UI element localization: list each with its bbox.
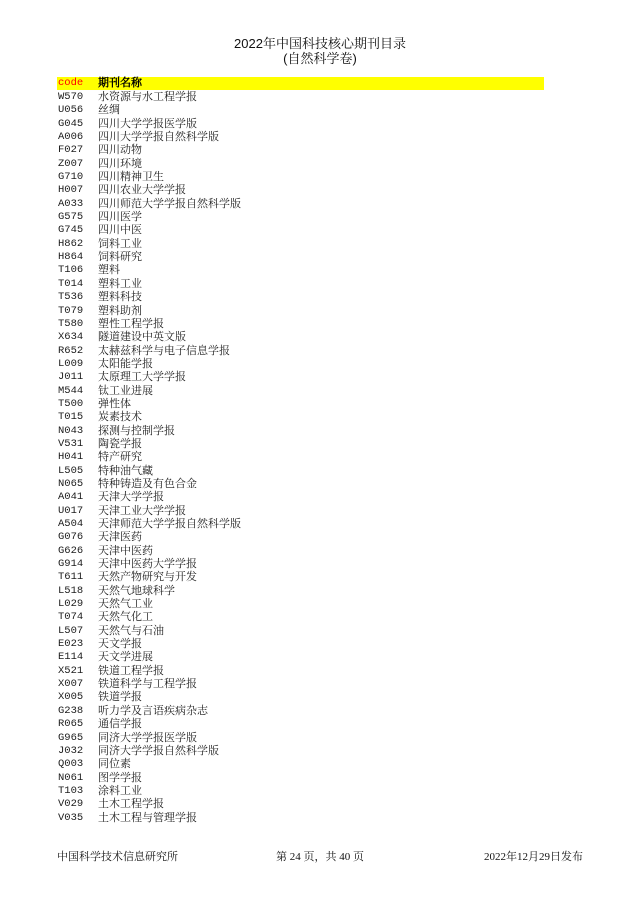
journal-name: 土木工程学报	[98, 798, 164, 811]
page-subtitle: (自然科学卷)	[283, 51, 357, 66]
table-row	[57, 772, 544, 785]
table-row	[57, 278, 544, 291]
journal-code: T015	[58, 411, 84, 424]
column-header-journal-name: 期刊名称	[98, 77, 142, 89]
journal-code: M544	[58, 384, 84, 397]
journal-name: 天津大学学报	[98, 491, 164, 504]
journal-name: 丝绸	[98, 104, 120, 117]
journal-code: G626	[58, 544, 84, 557]
table-row	[57, 158, 544, 171]
journal-name: 塑料工业	[98, 277, 142, 290]
journal-name: 陶瓷学报	[98, 437, 142, 450]
journal-name: 天津医药	[98, 531, 142, 544]
journal-code: A033	[58, 197, 84, 210]
journal-name: 同济大学学报医学版	[98, 731, 197, 744]
table-row	[57, 798, 544, 811]
journal-name: 饲料工业	[98, 237, 142, 250]
table-row	[57, 465, 544, 478]
table-row	[57, 371, 544, 384]
journal-name: 探测与控制学报	[98, 424, 175, 437]
journal-name: 太阳能学报	[98, 357, 153, 370]
journal-name: 饲料研究	[98, 251, 142, 264]
journal-code: G238	[58, 704, 84, 717]
table-row	[57, 812, 544, 825]
page-title: 2022年中国科技核心期刊目录	[234, 36, 406, 51]
footer-page-info: 第 24 页，共 40 页	[276, 851, 364, 863]
journal-name: 弹性体	[98, 397, 131, 410]
journal-name: 天津中医药	[98, 544, 153, 557]
table-row	[57, 318, 544, 331]
journal-code: X521	[58, 664, 84, 677]
journal-code: T079	[58, 304, 84, 317]
table-row	[57, 518, 544, 531]
journal-code: T106	[58, 264, 84, 277]
journal-table	[57, 77, 544, 825]
journal-code: W570	[58, 91, 84, 103]
journal-name: 铁道工程学报	[98, 664, 164, 677]
journal-code: N065	[58, 477, 84, 490]
table-row	[57, 425, 544, 438]
journal-name: 塑料助剂	[98, 304, 142, 317]
table-row	[57, 491, 544, 504]
journal-code: R652	[58, 344, 84, 357]
journal-name: 四川农业大学学报	[98, 184, 186, 197]
journal-code: A041	[58, 491, 84, 504]
journal-code: J032	[58, 744, 84, 757]
table-row	[57, 598, 544, 611]
table-row	[57, 651, 544, 664]
table-row	[57, 478, 544, 491]
journal-name: 四川动物	[98, 144, 142, 157]
journal-name: 天文学报	[98, 638, 142, 651]
journal-name: 听力学及言语疾病杂志	[98, 704, 208, 717]
table-row	[57, 718, 544, 731]
journal-name: 涂料工业	[98, 784, 142, 797]
journal-code: G965	[58, 731, 84, 744]
journal-name: 四川医学	[98, 211, 142, 224]
table-row	[57, 345, 544, 358]
journal-name: 天津师范大学学报自然科学版	[98, 518, 241, 530]
table-row	[57, 505, 544, 518]
journal-name: 特产研究	[98, 451, 142, 464]
journal-code: L518	[58, 584, 84, 597]
table-row	[57, 184, 544, 197]
table-row	[57, 438, 544, 451]
journal-name: 天然气地球科学	[98, 584, 175, 597]
journal-name: 钛工业进展	[98, 384, 153, 397]
journal-name: 天文学进展	[98, 651, 153, 664]
journal-code: X007	[58, 678, 84, 691]
table-row	[57, 91, 544, 104]
journal-name: 通信学报	[98, 718, 142, 731]
journal-name: 天然气与石油	[98, 624, 164, 637]
journal-code: Z007	[58, 157, 84, 170]
journal-code: V035	[58, 811, 84, 824]
journal-code: T580	[58, 317, 84, 330]
table-row	[57, 745, 544, 758]
journal-code: V029	[58, 798, 84, 811]
journal-code: A504	[58, 518, 84, 530]
journal-name: 炭素技术	[98, 411, 142, 424]
table-row	[57, 691, 544, 704]
table-header-row	[57, 77, 544, 90]
table-row	[57, 291, 544, 304]
journal-name: 太原理工大学学报	[98, 371, 186, 384]
table-row	[57, 558, 544, 571]
journal-name: 土木工程与管理学报	[98, 811, 197, 824]
table-row	[57, 451, 544, 464]
journal-code: U056	[58, 104, 84, 117]
journal-name: 四川环境	[98, 157, 142, 170]
journal-code: J011	[58, 371, 84, 384]
journal-name: 塑料	[98, 264, 120, 277]
table-row	[57, 305, 544, 318]
journal-name: 天然气化工	[98, 611, 153, 624]
page-footer	[57, 851, 583, 865]
journal-name: 四川大学学报自然科学版	[98, 131, 219, 144]
journal-code: U017	[58, 504, 84, 517]
journal-name: 特种油气藏	[98, 464, 153, 477]
journal-name: 隧道建设中英文版	[98, 331, 186, 344]
table-row	[57, 131, 544, 144]
journal-code: R065	[58, 718, 84, 731]
journal-code: L009	[58, 357, 84, 370]
footer-publisher: 中国科学技术信息研究所	[57, 851, 178, 863]
journal-code: G045	[58, 117, 84, 130]
journal-name: 铁道学报	[98, 691, 142, 704]
table-row	[57, 678, 544, 691]
table-row	[57, 411, 544, 424]
journal-code: L505	[58, 464, 84, 477]
journal-name: 四川中医	[98, 224, 142, 237]
journal-code: A006	[58, 131, 84, 144]
table-row	[57, 531, 544, 544]
journal-name: 太赫兹科学与电子信息学报	[98, 344, 230, 357]
journal-code: E114	[58, 651, 84, 664]
table-row	[57, 732, 544, 745]
title-block	[0, 36, 640, 66]
journal-code: N043	[58, 424, 84, 437]
journal-code: T536	[58, 291, 84, 304]
journal-code: N061	[58, 771, 84, 784]
journal-name: 塑料科技	[98, 291, 142, 304]
table-row	[57, 758, 544, 771]
table-row	[57, 625, 544, 638]
table-row	[57, 665, 544, 678]
journal-code: F027	[58, 144, 84, 157]
journal-code: H862	[58, 237, 84, 250]
journal-name: 天然产物研究与开发	[98, 571, 197, 584]
journal-code: X005	[58, 691, 84, 704]
journal-name: 塑性工程学报	[98, 317, 164, 330]
journal-code: H007	[58, 184, 84, 197]
journal-name: 特种铸造及有色合金	[98, 477, 197, 490]
table-row	[57, 705, 544, 718]
journal-code: H864	[58, 251, 84, 264]
table-row	[57, 785, 544, 798]
journal-name: 四川师范大学学报自然科学版	[98, 197, 241, 210]
journal-code: V531	[58, 437, 84, 450]
journal-code: T103	[58, 784, 84, 797]
journal-code: L507	[58, 624, 84, 637]
journal-code: G914	[58, 558, 84, 571]
table-row	[57, 638, 544, 651]
journal-code: G076	[58, 531, 84, 544]
journal-name: 天津工业大学学报	[98, 504, 186, 517]
journal-code: T074	[58, 611, 84, 624]
footer-publish-date: 2022年12月29日发布	[484, 851, 583, 863]
table-row	[57, 251, 544, 264]
journal-name: 图学学报	[98, 771, 142, 784]
table-row	[57, 211, 544, 224]
journal-name: 天然气工业	[98, 598, 153, 611]
table-row	[57, 224, 544, 237]
column-header-code: code	[58, 77, 84, 89]
table-row	[57, 198, 544, 211]
journal-name: 水资源与水工程学报	[98, 91, 197, 103]
table-row	[57, 238, 544, 251]
table-row	[57, 264, 544, 277]
table-rows	[57, 91, 544, 825]
journal-code: H041	[58, 451, 84, 464]
journal-code: G575	[58, 211, 84, 224]
journal-name: 天津中医药大学学报	[98, 558, 197, 571]
journal-code: T500	[58, 397, 84, 410]
table-row	[57, 331, 544, 344]
journal-code: G745	[58, 224, 84, 237]
journal-code: Q003	[58, 758, 84, 771]
table-row	[57, 385, 544, 398]
table-row	[57, 611, 544, 624]
journal-code: T014	[58, 277, 84, 290]
table-row	[57, 585, 544, 598]
table-row	[57, 398, 544, 411]
journal-code: L029	[58, 598, 84, 611]
journal-name: 四川精神卫生	[98, 171, 164, 184]
table-row	[57, 144, 544, 157]
table-row	[57, 171, 544, 184]
table-row	[57, 104, 544, 117]
journal-code: G710	[58, 171, 84, 184]
table-row	[57, 571, 544, 584]
journal-name: 四川大学学报医学版	[98, 117, 197, 130]
journal-code: E023	[58, 638, 84, 651]
journal-name: 铁道科学与工程学报	[98, 678, 197, 691]
journal-code: X634	[58, 331, 84, 344]
journal-name: 同济大学学报自然科学版	[98, 744, 219, 757]
table-row	[57, 358, 544, 371]
journal-name: 同位素	[98, 758, 131, 771]
table-row	[57, 118, 544, 131]
journal-code: T611	[58, 571, 84, 584]
table-row	[57, 545, 544, 558]
